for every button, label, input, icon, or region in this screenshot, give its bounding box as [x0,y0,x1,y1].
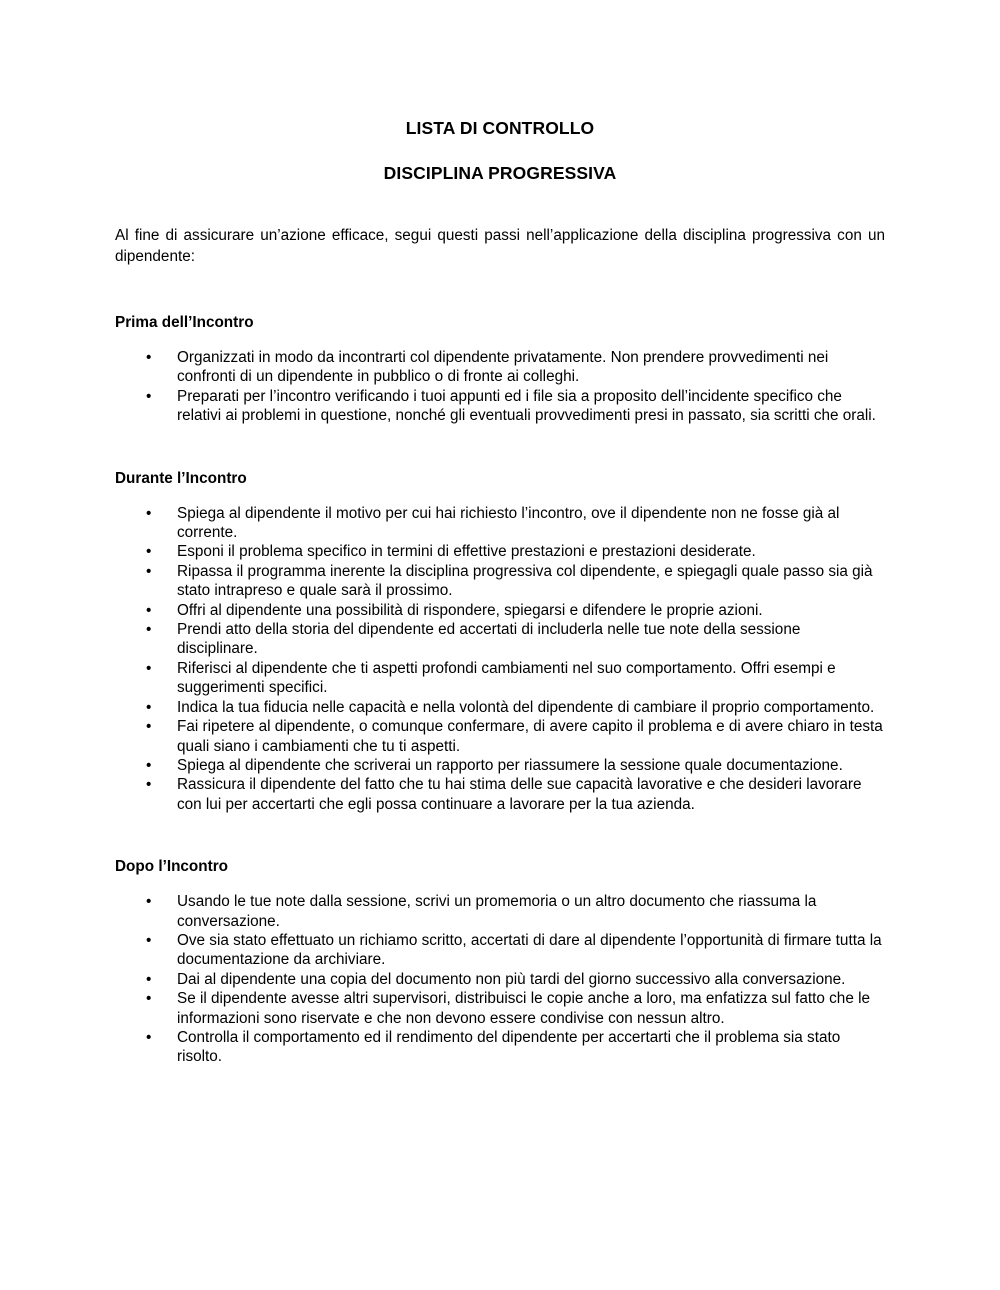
section-heading-dopo-l-incontro: Dopo l’Incontro [115,858,229,876]
bullet-list-prima-dell-incontro [115,333,885,426]
list-item: • Preparati per l’incontro verificando i tuoi appunti ed i file sia a proposito dell’incidente specifico che relativi ai problemi in questione, nonché gli eventuali provvedimenti presi in passato, sia scritti che orali. [115,387,885,426]
bullet-list-durante-l-incontro [115,489,885,815]
section-prima-dell-incontro [115,267,885,426]
list-item: • Controlla il comportamento ed il rendimento del dipendente per accertarti che il problema sia stato risolto. [115,1028,885,1067]
list-item: • Offri al dipendente una possibilità di rispondere, spiegarsi e difendere le proprie azioni. [115,601,885,620]
list-item: • Organizzati in modo da incontrarti col dipendente privatamente. Non prendere provvedimenti nei confronti di un dipendente in pubblico o di fronte ai colleghi. [115,348,885,387]
list-item: • Esponi il problema specifico in termini di effettive prestazioni e prestazioni desiderate. [115,542,885,561]
list-item: • Usando le tue note dalla sessione, scrivi un promemoria o un altro documento che riassuma la conversazione. [115,892,885,931]
list-item: • Dai al dipendente una copia del documento non più tardi del giorno successivo alla conversazione. [115,970,885,989]
section-durante-l-incontro [115,426,885,815]
document-title-primary: LISTA DI CONTROLLO [405,118,595,138]
list-item: • Rassicura il dipendente del fatto che tu hai stima delle sue capacità lavorative e che desideri lavorare con lui per accertarti che egli possa continuare a lavorare per la tua azienda. [115,775,885,814]
list-item: • Riferisci al dipendente che ti aspetti profondi cambiamenti nel suo comportamento. Offri esempi e suggerimenti specifici. [115,659,885,698]
document-content [115,0,885,1067]
document-title-secondary: DISCIPLINA PROGRESSIVA [383,163,617,183]
list-item: • Ove sia stato effettuato un richiamo scritto, accertati di dare al dipendente l’opportunità di firmare tutta la documentazione da archiviare. [115,931,885,970]
intro-paragraph: Al fine di assicurare un’azione efficace, segui questi passi nell’applicazione della disciplina progressiva con un dipendente: [115,227,885,265]
list-item: • Indica la tua fiducia nelle capacità e nella volontà del dipendente di cambiare il proprio comportamento. [115,698,885,717]
section-dopo-l-incontro [115,814,885,1067]
list-item: • Spiega al dipendente che scriverai un rapporto per riassumere la sessione quale documentazione. [115,756,885,775]
bullet-list-dopo-l-incontro [115,877,885,1067]
list-item: • Ripassa il programma inerente la disciplina progressiva col dipendente, e spiegagli quale passo sia già stato intrapreso e quale sarà il prossimo. [115,562,885,601]
list-item: • Prendi atto della storia del dipendente ed accertati di includerla nelle tue note della sessione disciplinare. [115,620,885,659]
section-heading-prima-dell-incontro: Prima dell’Incontro [115,314,254,331]
list-item: • Se il dipendente avesse altri supervisori, distribuisci le copie anche a loro, ma enfatizza sul fatto che le informazioni sono riservate e che non devono essere condivise con nessun altro. [115,989,885,1028]
list-item: • Fai ripetere al dipendente, o comunque confermare, di avere capito il problema e di avere chiaro in testa quali siano i cambiamenti che tu ti aspetti. [115,717,885,756]
section-heading-durante-l-incontro: Durante l’Incontro [115,469,247,487]
list-item: • Spiega al dipendente il motivo per cui hai richiesto l’incontro, ove il dipendente non ne fosse già al corrente. [115,504,885,543]
